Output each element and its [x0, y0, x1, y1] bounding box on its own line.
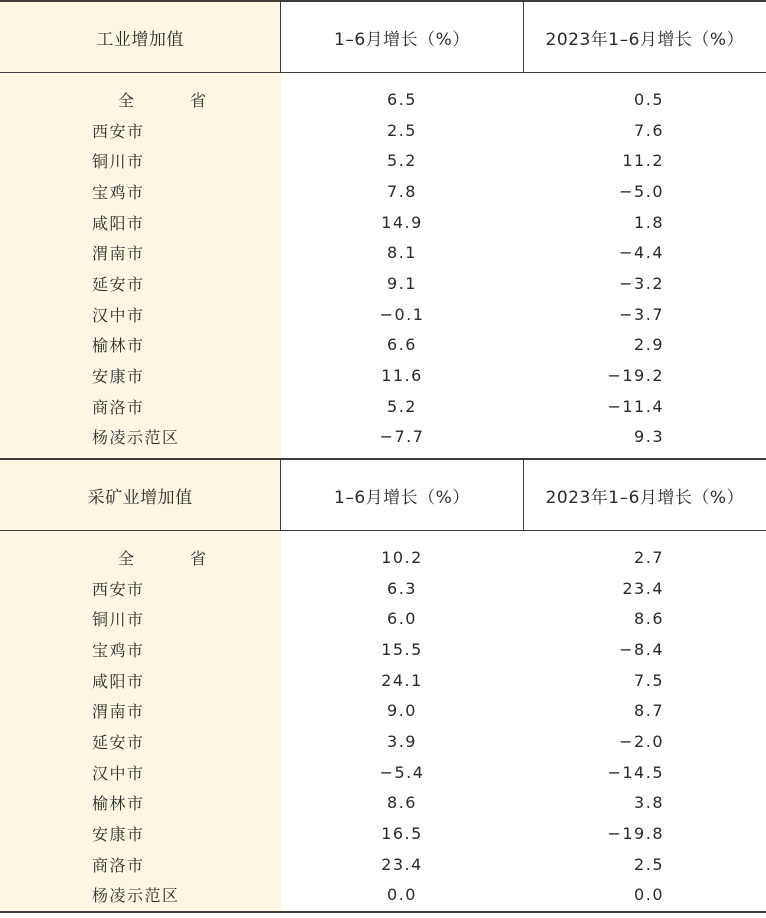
- row-region: 榆林市: [92, 336, 145, 356]
- table-row: [0, 542, 766, 573]
- table-row: [0, 176, 766, 207]
- header-growth-2023: 2023年1–6月增长（%）: [524, 460, 766, 530]
- table-header: [0, 460, 766, 531]
- row-growth: 6.3: [387, 578, 417, 598]
- row-growth: 5.2: [387, 151, 417, 171]
- row-growth: 9.1: [387, 273, 417, 293]
- table-row: [0, 145, 766, 176]
- table-row: [0, 603, 766, 634]
- table-row: [0, 634, 766, 665]
- table-row: [0, 268, 766, 299]
- row-growth-2023: 11.2: [622, 151, 664, 171]
- row-region: 铜川市: [92, 610, 145, 630]
- row-growth: 9.0: [387, 701, 417, 721]
- table-row: [0, 665, 766, 696]
- row-region: 延安市: [92, 732, 145, 752]
- table-body: [0, 531, 766, 913]
- industry-table: [0, 0, 766, 458]
- row-region: 宝鸡市: [92, 640, 145, 660]
- table-row: [0, 849, 766, 880]
- row-region: 渭南市: [92, 702, 145, 722]
- row-growth: 15.5: [381, 639, 423, 659]
- row-region: 榆林市: [92, 794, 145, 814]
- row-growth-2023: 7.6: [634, 120, 664, 140]
- row-growth: 7.8: [387, 181, 417, 201]
- row-growth-2023: 3.8: [634, 793, 664, 813]
- row-region: 商洛市: [92, 855, 145, 875]
- row-growth: 23.4: [381, 854, 423, 874]
- row-region: 咸阳市: [92, 213, 145, 233]
- row-growth-2023: −2.0: [619, 731, 664, 751]
- table-header: [0, 2, 766, 73]
- row-region: 全 省: [118, 90, 227, 110]
- row-growth: 24.1: [381, 670, 423, 690]
- row-region: 汉中市: [92, 763, 145, 783]
- header-growth-2023: 2023年1–6月增长（%）: [524, 2, 766, 72]
- row-growth-2023: 0.5: [634, 89, 664, 109]
- row-growth: 6.0: [387, 609, 417, 629]
- row-region: 安康市: [92, 825, 145, 845]
- table-row: [0, 330, 766, 361]
- row-region: 延安市: [92, 274, 145, 294]
- row-growth: −0.1: [379, 304, 425, 324]
- row-growth-2023: 0.0: [634, 885, 664, 905]
- table-row: [0, 818, 766, 849]
- row-region: 安康市: [92, 367, 145, 387]
- row-region: 全 省: [118, 548, 227, 568]
- table-row: [0, 788, 766, 819]
- row-growth: 6.5: [387, 89, 417, 109]
- row-region: 西安市: [92, 121, 145, 141]
- header-growth: 1–6月增长（%）: [281, 2, 523, 72]
- table-row: [0, 207, 766, 238]
- row-growth: 5.2: [387, 396, 417, 416]
- row-growth-2023: 2.9: [634, 335, 664, 355]
- bottom-rule: [0, 911, 766, 913]
- row-region: 渭南市: [92, 244, 145, 264]
- row-growth-2023: 1.8: [634, 212, 664, 232]
- row-growth: 3.9: [387, 731, 417, 751]
- row-region: 商洛市: [92, 397, 145, 417]
- row-region: 铜川市: [92, 152, 145, 172]
- table-row: [0, 84, 766, 115]
- row-growth: 11.6: [381, 366, 423, 386]
- row-growth-2023: 23.4: [622, 578, 664, 598]
- row-growth-2023: −8.4: [619, 639, 664, 659]
- row-growth: 6.6: [387, 335, 417, 355]
- row-region: 宝鸡市: [92, 182, 145, 202]
- table-row: [0, 115, 766, 146]
- header-growth: 1–6月增长（%）: [281, 460, 523, 530]
- row-growth-2023: 8.7: [634, 701, 664, 721]
- row-growth: −5.4: [379, 762, 425, 782]
- row-growth-2023: −3.2: [619, 273, 664, 293]
- table-row: [0, 299, 766, 330]
- row-growth: 8.6: [387, 793, 417, 813]
- row-growth-2023: −5.0: [619, 181, 664, 201]
- table-row: [0, 757, 766, 788]
- row-growth-2023: −19.2: [607, 366, 664, 386]
- row-region: 杨凌示范区: [92, 886, 180, 906]
- header-indicator: 工业增加值: [0, 2, 281, 72]
- table-row: [0, 726, 766, 757]
- table-row: [0, 422, 766, 453]
- row-growth-2023: −11.4: [607, 396, 664, 416]
- table-row: [0, 880, 766, 911]
- row-growth: 0.0: [387, 885, 417, 905]
- row-growth: 14.9: [381, 212, 423, 232]
- row-growth-2023: 2.5: [634, 854, 664, 874]
- row-growth: 10.2: [381, 547, 423, 567]
- row-growth: 2.5: [387, 120, 417, 140]
- table-row: [0, 573, 766, 604]
- table-body: [0, 73, 766, 458]
- row-region: 汉中市: [92, 305, 145, 325]
- row-region: 杨凌示范区: [92, 428, 180, 448]
- row-region: 咸阳市: [92, 671, 145, 691]
- row-growth-2023: −4.4: [619, 243, 664, 263]
- row-growth-2023: 2.7: [634, 547, 664, 567]
- table-row: [0, 360, 766, 391]
- row-growth-2023: 9.3: [634, 427, 664, 447]
- row-growth-2023: −3.7: [619, 304, 664, 324]
- table-row: [0, 237, 766, 268]
- row-growth-2023: 8.6: [634, 609, 664, 629]
- row-growth-2023: 7.5: [634, 670, 664, 690]
- row-region: 西安市: [92, 579, 145, 599]
- row-growth: 8.1: [387, 243, 417, 263]
- row-growth-2023: −19.8: [607, 824, 664, 844]
- row-growth: 16.5: [381, 824, 423, 844]
- header-indicator: 采矿业增加值: [0, 460, 281, 530]
- row-growth-2023: −14.5: [607, 762, 664, 782]
- table-row: [0, 695, 766, 726]
- mining-table: [0, 458, 766, 913]
- table-row: [0, 391, 766, 422]
- row-growth: −7.7: [379, 427, 425, 447]
